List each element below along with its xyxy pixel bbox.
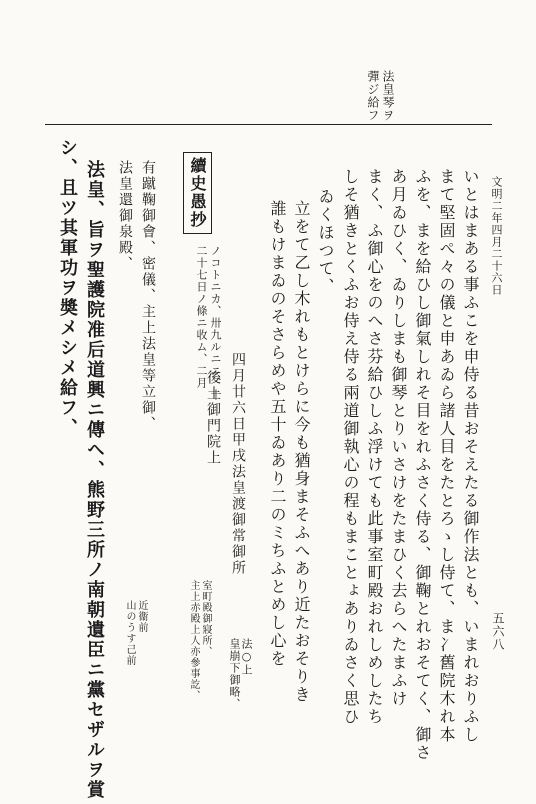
section-tag: 續史愚抄 (183, 152, 212, 234)
body-line-1: いとはまある事ふこを申侍る昔おそえたる御作法とも、いまれおりふし (461, 168, 480, 744)
body-line-6: しそ猶きとくふお侍え侍る兩道御執心の程もまことょありゐさく思ひ (341, 168, 360, 726)
headnote-line-1: 法皇琴ヲ (381, 70, 395, 122)
sub-line-4: 法皇還御泉殿、 (117, 160, 133, 272)
headnote-line-2: 彈ジ給フ (366, 70, 380, 122)
sub-line-3: 有蹴鞠御會、密儀、主上法皇等立御、 (140, 160, 156, 432)
poem-line-1: 立をて乙し木れもとけらに今も猶身まそふへあり近たおそりき (292, 200, 311, 704)
poem-line-2: 誰もけまゐのそさらめや五十ゐあり二のミちふとめし心を (268, 200, 287, 668)
body-note-line-2: 皇崩下御略、 (228, 638, 241, 710)
sub-note-2-line-2: 山のうす己前 (124, 600, 135, 666)
body-line-4: あ月ゐひく、ゐりしまも御琴とりいさけをたまひく去らへたまふけ (389, 168, 408, 708)
sub-line-2: 後土御門院上 (205, 370, 221, 466)
section-annotation-line-1: ノコトニカ、卅九ルニニ、十 (209, 245, 222, 401)
kanbun-line-2: シ、且ツ其軍功ヲ奬メシメ給フ、 (57, 138, 78, 438)
section-annotation-line-2: 二十七日ノ條ニ收ム、二月 (195, 245, 208, 389)
body-line-3: ふを、まを給ひし御氣しれそ目をれふさく侍る、御鞠とれおそてく、御さ (413, 168, 432, 762)
body-line-7: ゐくほつて、 (316, 188, 335, 296)
kanbun-line-1: 法皇、旨ヲ聖護院准后道興ニ傳ヘ、熊野三所ノ南朝遺臣ニ黨セザルヲ賞 (84, 160, 105, 800)
sub-note-2-line-1: 近衞前 (136, 600, 147, 633)
sub-line-1: 四月廿六日甲戌法皇渡御常御所 (230, 352, 246, 576)
body-note-line-1: 法○上 (240, 638, 253, 676)
body-line-5: まく、ふ御心をのへさ芬給ひしふ浮けても此事室町殿おれしめしたち (365, 168, 384, 726)
page-number: 五六八 (491, 612, 505, 651)
header-rule (45, 124, 492, 125)
body-line-2: まて堅固ぺ々の儀と申あゐら諸人目をたとろゝし侍て、ま冫舊院木れ本 (437, 168, 456, 744)
sub-note-1-line-1: 室町殿御寢所、 (200, 580, 211, 657)
date-label: 文明二年四月二十六日 (490, 176, 503, 296)
sub-note-1-line-2: 主上赤殿上人亦參事訖、 (188, 580, 199, 701)
